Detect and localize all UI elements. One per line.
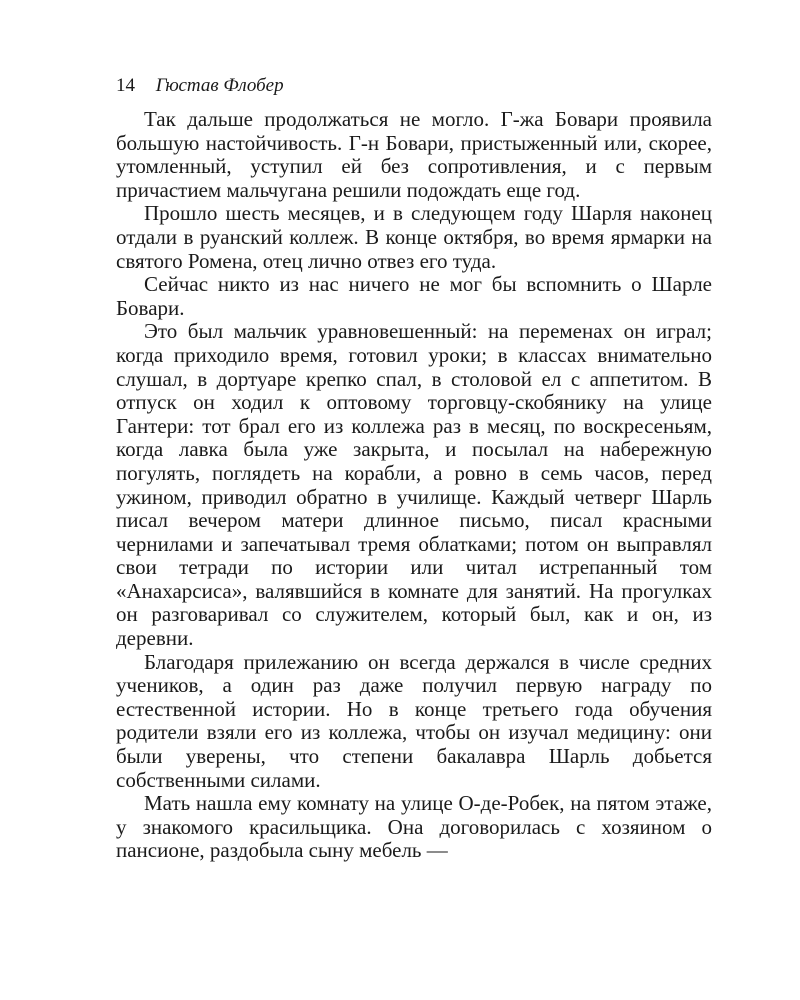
paragraph-6: Мать нашла ему комнату на улице О-де-Робек, на пятом этаже, у знакомого красильщика. Она договорилась с хозяином о пансионе, раздобыла сыну мебель — — [116, 791, 712, 863]
paragraph-3: Сейчас никто из нас ничего не мог бы вспомнить о Шарле Бовари. — [116, 272, 712, 320]
paragraph-5: Благодаря прилежанию он всегда держался в числе средних учеников, а один раз даже получил первую награду по естественной истории. Но в конце третьего года обучения родители взяли его из коллежа, чтобы он изучал медицину: они были уверены, что степени бакалавра Шарль добьется собственными силами. — [116, 649, 712, 792]
page-header — [116, 64, 712, 108]
running-title: Гюстав Флобер — [155, 75, 284, 96]
paragraph-4: Это был мальчик уравновешенный: на переменах он играл; когда приходило время, готовил уроки; в классах внимательно слушал, в дортуаре крепко спал, в столовой ел с аппетитом. В отпуск он ходил к оптовому торговцу-скобянику на улице Гантери: тот брал его из коллежа раз в месяц, по воскресеньям, когда лавка была уже закрыта, и посылал на набережную погулять, поглядеть на корабли, а ровно в семь часов, перед ужином, приводил обратно в училище. Каждый четверг Шарль писал вечером матери длинное письмо, писал красными чернилами и запечатывал тремя облатками; потом он выправлял свои тетради по истории или читал истрепанный том «Анахарсиса», валявшийся в комнате для занятий. На прогулках он разговаривал со служителем, который был, как и он, из деревни. — [116, 319, 712, 651]
paragraph-1: Так дальше продолжаться не могло. Г-жа Бовари проявила большую настойчивость. Г-н Бовари, пристыженный или, скорее, утомленный, уступил ей без сопротивления, и с первым причастием мальчугана решили подождать еще год. — [116, 107, 712, 202]
book-page — [116, 64, 712, 863]
paragraph-2: Прошло шесть месяцев, и в следующем году Шарля наконец отдали в руанский коллеж. В конце октября, во время ярмарки на святого Ромена, отец лично отвез его туда. — [116, 201, 712, 273]
page-number: 14 — [116, 75, 135, 96]
body-text — [116, 108, 712, 863]
